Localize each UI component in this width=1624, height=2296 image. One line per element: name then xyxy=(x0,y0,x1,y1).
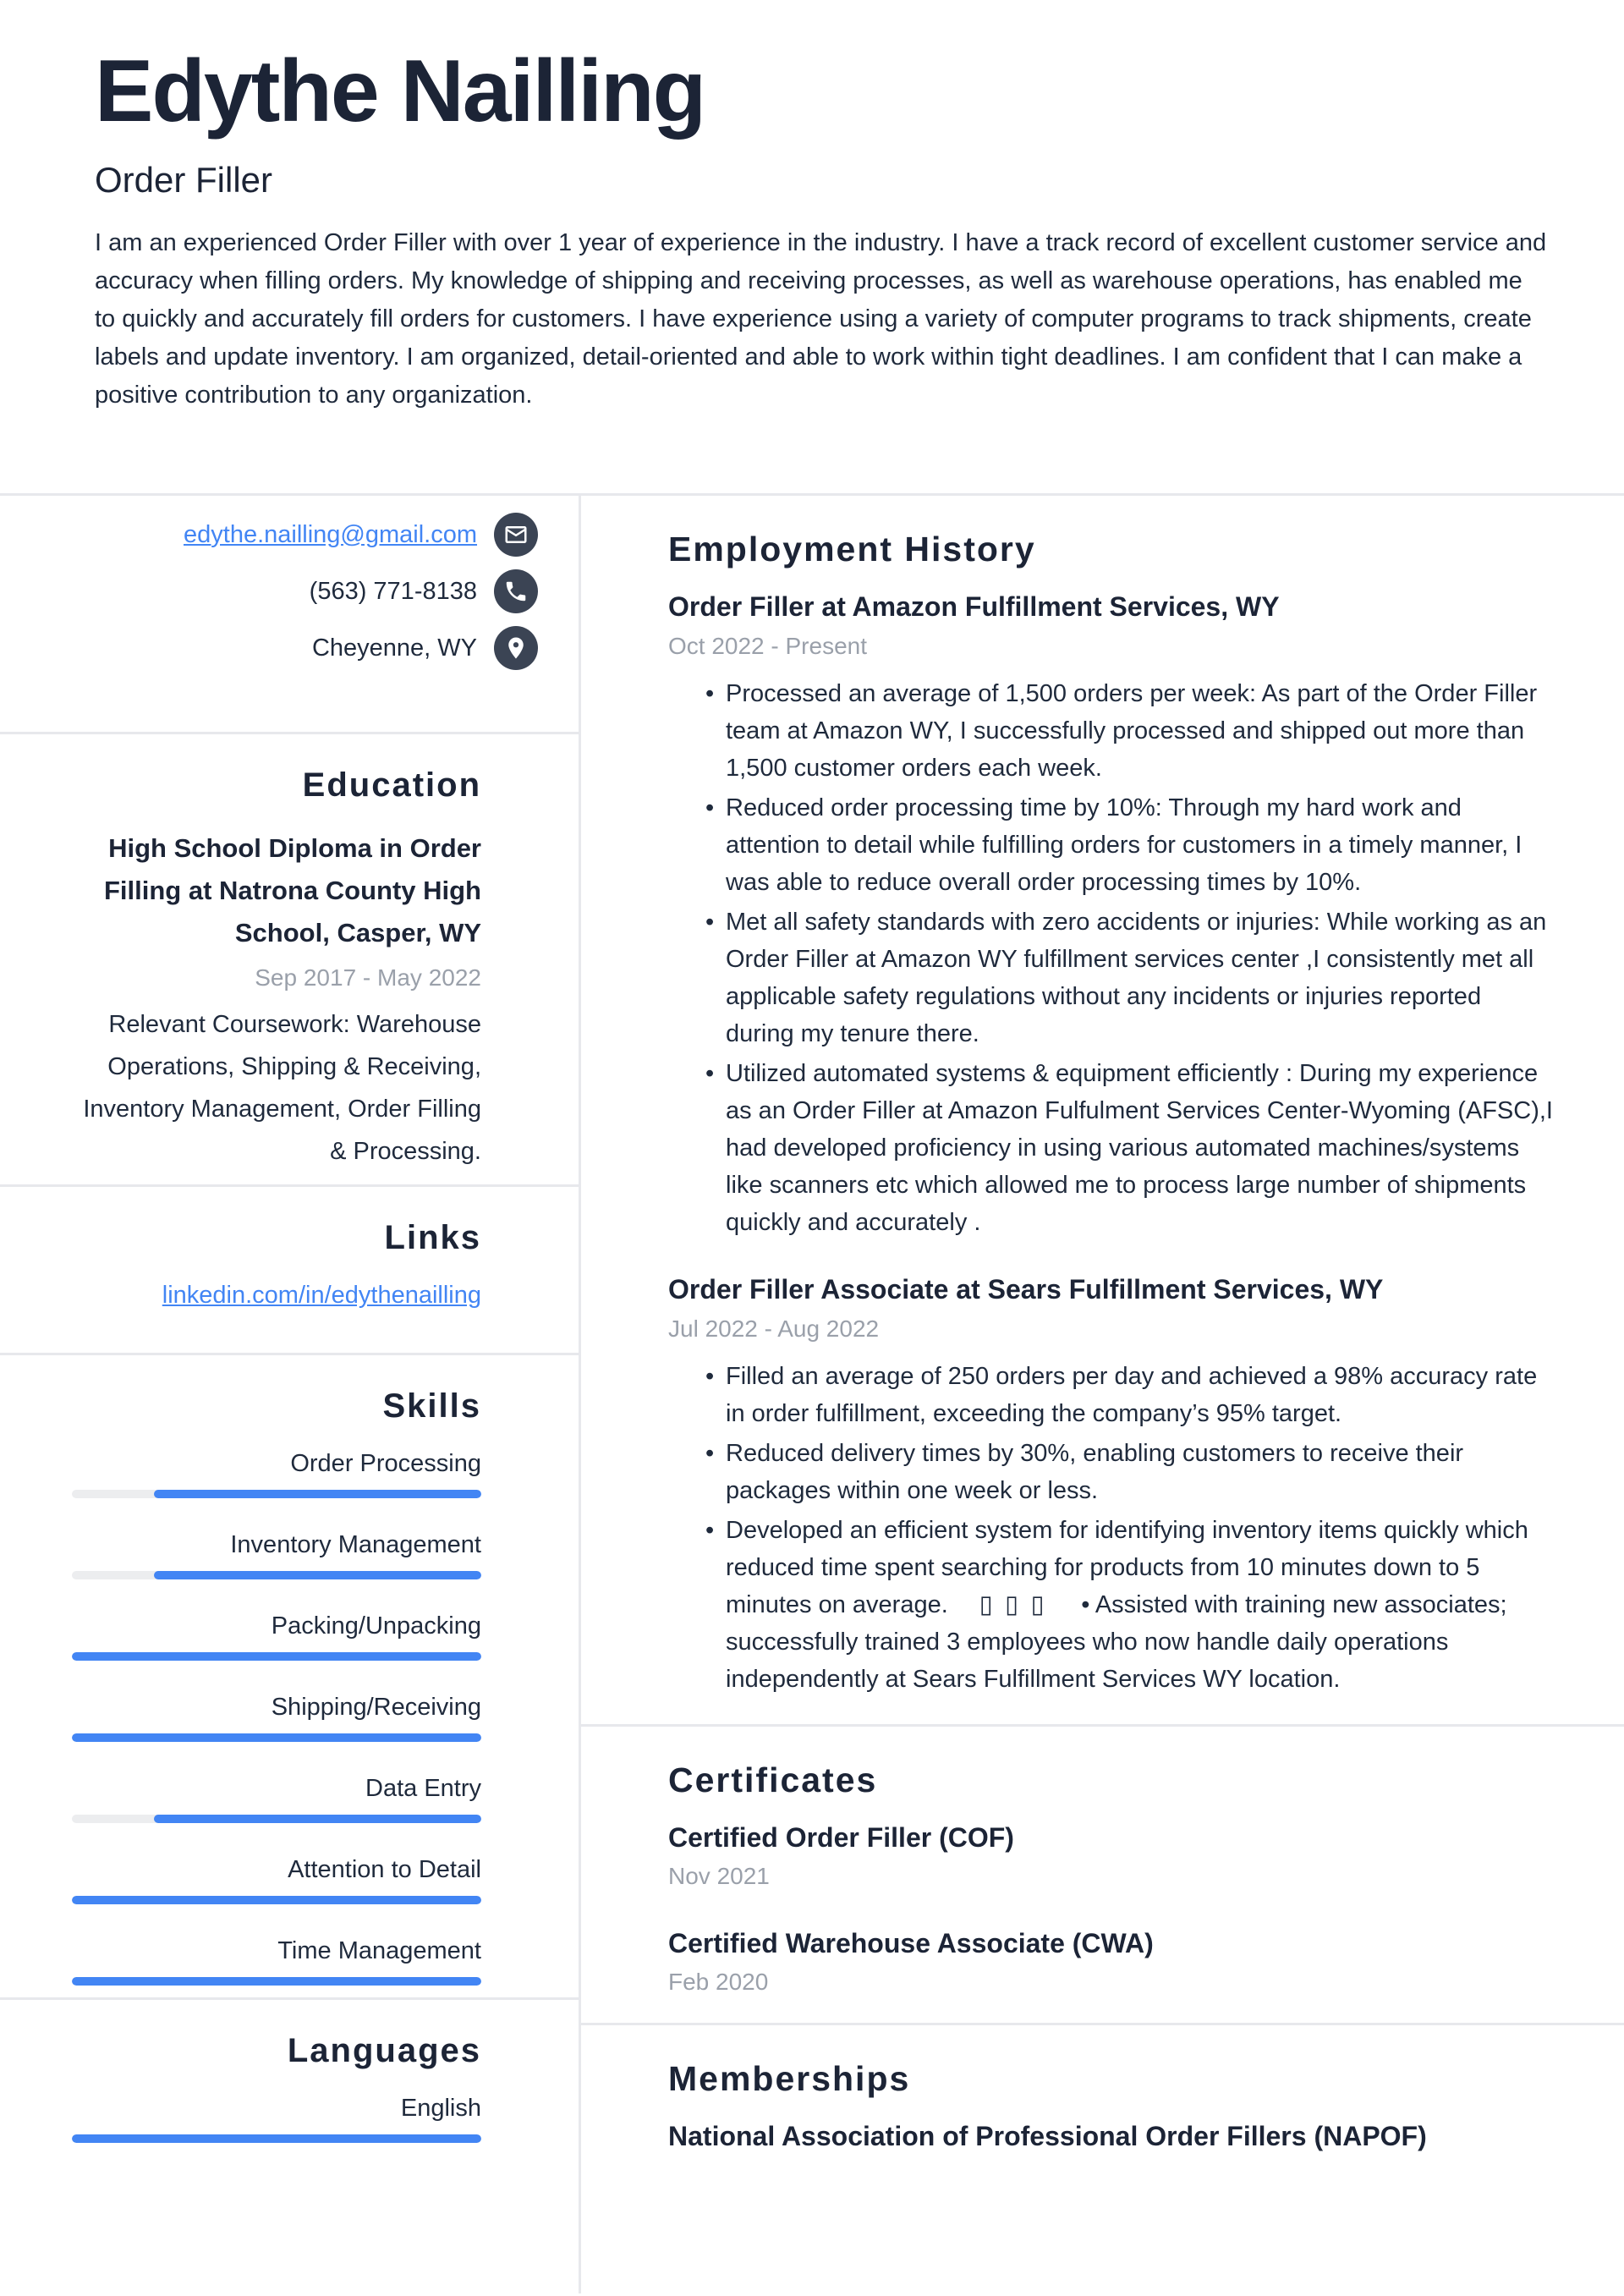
contact-row-email xyxy=(72,513,538,557)
skill-item xyxy=(72,1611,481,1661)
resume-header xyxy=(0,0,1624,496)
job-title: Order Filler Associate at Sears Fulfillment Services, WY xyxy=(668,1274,1384,1305)
skill-bar-fill xyxy=(72,1977,481,1986)
skill-item xyxy=(72,1530,481,1579)
skill-bar xyxy=(72,1815,481,1823)
skill-label: Inventory Management xyxy=(230,1531,481,1558)
skill-label: Packing/Unpacking xyxy=(271,1612,481,1640)
languages-heading: Languages xyxy=(287,2032,481,2069)
skill-label: Time Management xyxy=(277,1937,481,1964)
job-bullet: • Filled an average of 250 orders per day and achieved a 98% accuracy rate in order fulfillment, exceeding the company’s 95% target. xyxy=(705,1358,1555,1432)
job-title: Order Filler at Amazon Fulfillment Services, WY xyxy=(668,591,1280,622)
skills-section xyxy=(0,1353,579,1997)
contact-section xyxy=(0,496,579,732)
main-column xyxy=(581,496,1624,2293)
list-item xyxy=(72,1280,481,1310)
skill-bar xyxy=(72,1652,481,1661)
skill-item xyxy=(72,1773,481,1823)
memberships-section xyxy=(581,2023,1624,2178)
job-entry xyxy=(668,589,1561,1241)
certificate-entry xyxy=(668,1820,1555,1893)
education-dates: Sep 2017 - May 2022 xyxy=(255,964,481,991)
job-dates: Oct 2022 - Present xyxy=(668,633,868,659)
membership-entry xyxy=(668,2118,1555,2154)
certificates-heading: Certificates xyxy=(668,1760,878,1799)
job-bullet: • Developed an efficient system for identifying inventory items quickly which reduced time spent searching for products from 10 minutes down to 5 minutes on average. ▯ ▯ ▯ • Assisted with training new associates; successfully trained 3 employees who now handle daily operations independently at Sears Fulfillment Services WY location. xyxy=(705,1512,1555,1698)
skill-bar-fill xyxy=(154,1490,481,1498)
job-bullets xyxy=(668,1358,1555,1698)
skill-bar-fill xyxy=(72,1896,481,1904)
skill-bar xyxy=(72,1896,481,1904)
job-bullet: • Met all safety standards with zero accidents or injuries: While working as an Order Filler at Amazon WY fulfillment services center ,I consistently met all applicable safety regulations without any incidents or injuries reported during my tenure there. xyxy=(705,904,1555,1052)
skills-heading: Skills xyxy=(382,1387,481,1425)
skill-item xyxy=(72,1854,481,1904)
job-entry xyxy=(668,1272,1555,1698)
skill-bar xyxy=(72,1977,481,1986)
skill-item xyxy=(72,1936,481,1986)
skill-bar-fill xyxy=(154,1815,481,1823)
skill-bar xyxy=(72,1571,481,1579)
contact-row-location xyxy=(72,626,538,670)
candidate-job-title: Order Filler xyxy=(95,160,273,200)
job-bullet: • Reduced delivery times by 30%, enabling customers to receive their packages within one week or less. xyxy=(705,1435,1555,1509)
education-degree: High School Diploma in Order Filling at Natrona County High School, Casper, WY xyxy=(103,833,481,948)
language-label: English xyxy=(400,2095,481,2122)
skill-bar xyxy=(72,1490,481,1498)
links-heading: Links xyxy=(384,1219,481,1256)
email-link[interactable]: edythe.nailling@gmail.com xyxy=(184,520,477,548)
skill-bar-fill xyxy=(72,1733,481,1742)
skill-item xyxy=(72,1448,481,1498)
membership-title: National Association of Professional Order Fillers (NAPOF) xyxy=(668,2121,1427,2151)
contact-row-phone xyxy=(72,569,538,613)
skill-bar-fill xyxy=(154,1571,481,1579)
skill-label: Data Entry xyxy=(365,1775,481,1802)
links-section xyxy=(0,1184,579,1353)
location-text: Cheyenne, WY xyxy=(311,634,477,662)
certificate-title: Certified Order Filler (COF) xyxy=(668,1822,1014,1853)
skill-label: Order Processing xyxy=(290,1450,481,1477)
skill-bar xyxy=(72,1733,481,1742)
education-description: Relevant Coursework: Warehouse Operations, Shipping & Receiving, Inventory Management, Order Filling & Processing. xyxy=(83,1011,481,1165)
skill-label: Attention to Detail xyxy=(288,1856,481,1883)
education-section xyxy=(0,732,579,1184)
language-bar xyxy=(72,2134,481,2143)
certificate-date: Nov 2021 xyxy=(668,1863,770,1889)
certificate-date: Feb 2020 xyxy=(668,1969,769,1995)
certificate-entry xyxy=(668,1925,1555,1999)
resume-body xyxy=(0,496,1624,2293)
job-dates: Jul 2022 - Aug 2022 xyxy=(668,1316,880,1342)
candidate-name: Edythe Nailling xyxy=(95,42,705,140)
education-heading: Education xyxy=(302,766,481,804)
certificate-title: Certified Warehouse Associate (CWA) xyxy=(668,1928,1154,1958)
skill-bar-fill xyxy=(72,1652,481,1661)
language-bar-fill xyxy=(72,2134,481,2143)
phone-icon xyxy=(494,569,538,613)
skill-label: Shipping/Receiving xyxy=(271,1694,481,1721)
job-bullet: • Processed an average of 1,500 orders per week: As part of the Order Filler team at Amazon WY, I successfully processed and shipped out more than 1,500 customer orders each week. xyxy=(705,675,1555,787)
certificates-section xyxy=(581,1724,1624,2023)
skill-item xyxy=(72,1692,481,1742)
employment-history-heading: Employment History xyxy=(668,530,1036,569)
job-bullet: • Reduced order processing time by 10%: Through my hard work and attention to detail while fulfilling orders for customers in a timely manner, I was able to reduce overall order processing times by 10%. xyxy=(705,789,1555,901)
phone-number: (563) 771-8138 xyxy=(309,577,477,605)
languages-section xyxy=(0,1997,579,2155)
sidebar xyxy=(0,496,581,2293)
linkedin-link[interactable]: linkedin.com/in/edythenailling xyxy=(162,1282,481,1309)
job-bullet: • Utilized automated systems & equipment efficiently : During my experience as an Order Filler at Amazon Fulfulment Services Center-Wyoming (AFSC),I had developed proficiency in using various automated machines/systems like scanners etc which allowed me to process large number of shipments quickly and accurately . xyxy=(705,1055,1555,1241)
profile-summary: I am an experienced Order Filler with over 1 year of experience in the industry. I have a track record of excellent customer service and accuracy when filling orders. My knowledge of shipping and receiving processes, as well as warehouse operations, has enabled me to quickly and accurately fill orders for customers. I have experience using a variety of computer programs to track shipments, create labels and update inventory. I am organized, detail-oriented and able to work within tight deadlines. I am confident that I can make a positive contribution to any organization. xyxy=(95,228,1547,409)
language-item xyxy=(72,2093,481,2143)
email-icon xyxy=(494,513,538,557)
memberships-heading: Memberships xyxy=(668,2059,911,2098)
job-bullets xyxy=(668,675,1561,1241)
location-pin-icon xyxy=(494,626,538,670)
employment-history-section xyxy=(581,496,1624,1724)
